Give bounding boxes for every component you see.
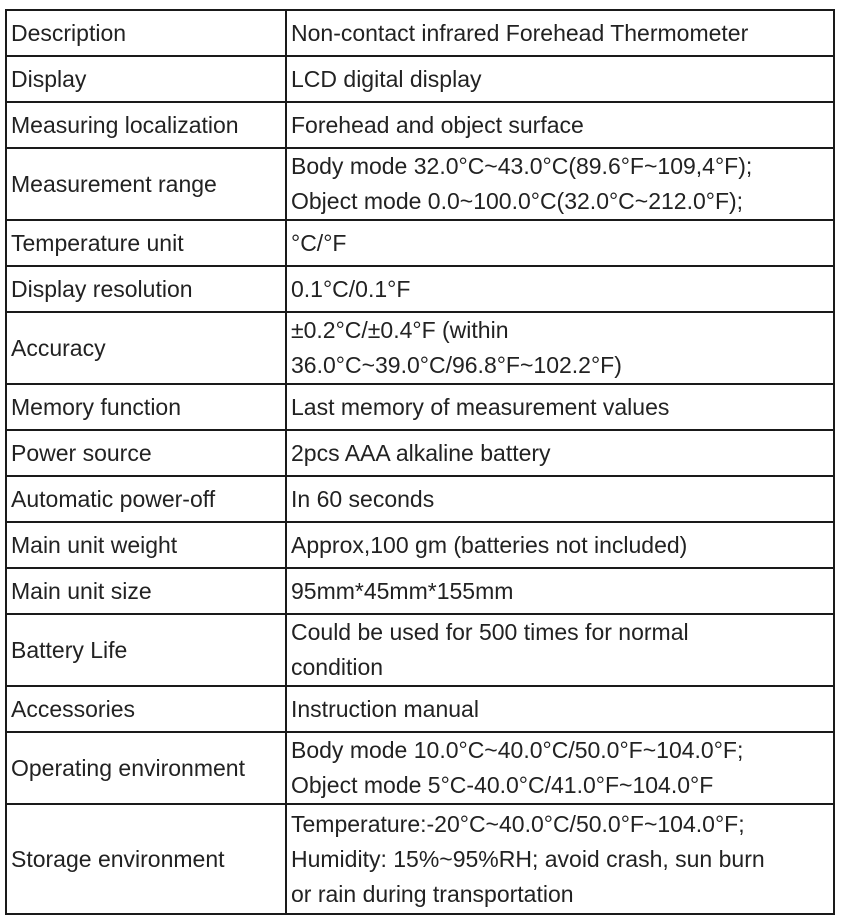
table-row	[6, 732, 834, 804]
table-row	[6, 384, 834, 430]
spec-label: Automatic power-off	[6, 476, 286, 522]
spec-value-line: Humidity: 15%~95%RH; avoid crash, sun burn	[291, 845, 765, 872]
spec-value	[286, 312, 834, 384]
spec-value	[286, 614, 834, 686]
spec-value	[286, 476, 834, 522]
spec-value-line: 95mm*45mm*155mm	[291, 577, 514, 604]
spec-value-line: Approx,100 gm (batteries not included)	[291, 531, 688, 558]
spec-value	[286, 522, 834, 568]
spec-label: Accessories	[6, 686, 286, 732]
spec-value-line: 0.1°C/0.1°F	[291, 275, 411, 302]
spec-value	[286, 384, 834, 430]
table-row	[6, 804, 834, 914]
spec-label: Power source	[6, 430, 286, 476]
spec-label: Battery Life	[6, 614, 286, 686]
spec-value-line: Body mode 10.0°C~40.0°C/50.0°F~104.0°F;	[291, 737, 744, 763]
spec-value-line: LCD digital display	[291, 65, 482, 92]
spec-value	[286, 732, 834, 804]
spec-value	[286, 10, 834, 56]
spec-value-line: Instruction manual	[291, 695, 479, 722]
spec-value-line: Last memory of measurement values	[291, 393, 670, 420]
spec-label: Description	[6, 10, 286, 56]
spec-value-line: Temperature:-20°C~40.0°C/50.0°F~104.0°F;	[291, 810, 745, 837]
spec-label: Display resolution	[6, 266, 286, 312]
spec-value	[286, 148, 834, 220]
spec-value	[286, 102, 834, 148]
spec-value	[286, 266, 834, 312]
spec-value-line: ±0.2°C/±0.4°F (within	[291, 317, 509, 343]
spec-value-line: Forehead and object surface	[291, 111, 584, 138]
spec-value-line: 2pcs AAA alkaline battery	[291, 439, 551, 466]
spec-value-line: 36.0°C~39.0°C/96.8°F~102.2°F)	[291, 352, 622, 378]
spec-label: Main unit size	[6, 568, 286, 614]
spec-value-line: °C/°F	[291, 229, 347, 256]
spec-label: Measurement range	[6, 148, 286, 220]
spec-value	[286, 686, 834, 732]
table-row	[6, 266, 834, 312]
table-row	[6, 522, 834, 568]
spec-value-line: condition	[291, 654, 384, 680]
table-row	[6, 10, 834, 56]
table-row	[6, 220, 834, 266]
table-row	[6, 476, 834, 522]
table-row	[6, 430, 834, 476]
table-row	[6, 56, 834, 102]
spec-value	[286, 804, 834, 914]
spec-value-line: Object mode 0.0~100.0°C(32.0°C~212.0°F);	[291, 188, 744, 214]
spec-value	[286, 568, 834, 614]
spec-value-line: Could be used for 500 times for normal	[291, 619, 689, 645]
spec-value-line: Body mode 32.0°C~43.0°C(89.6°F~109,4°F);	[291, 153, 753, 179]
spec-label: Memory function	[6, 384, 286, 430]
spec-label: Storage environment	[6, 804, 286, 914]
spec-value-line: In 60 seconds	[291, 485, 435, 512]
table-row	[6, 148, 834, 220]
spec-label: Display	[6, 56, 286, 102]
spec-value-line: or rain during transportation	[291, 880, 574, 907]
spec-value-line: Non-contact infrared Forehead Thermometer	[291, 19, 749, 46]
table-row	[6, 312, 834, 384]
spec-value	[286, 220, 834, 266]
table-row	[6, 614, 834, 686]
spec-label: Main unit weight	[6, 522, 286, 568]
spec-value	[286, 56, 834, 102]
table-row	[6, 568, 834, 614]
spec-value-line: Object mode 5°C-40.0°C/41.0°F~104.0°F	[291, 772, 714, 798]
table-row	[6, 102, 834, 148]
spec-label: Operating environment	[6, 732, 286, 804]
spec-table	[5, 9, 835, 915]
spec-label: Measuring localization	[6, 102, 286, 148]
spec-label: Temperature unit	[6, 220, 286, 266]
spec-value	[286, 430, 834, 476]
table-row	[6, 686, 834, 732]
spec-label: Accuracy	[6, 312, 286, 384]
